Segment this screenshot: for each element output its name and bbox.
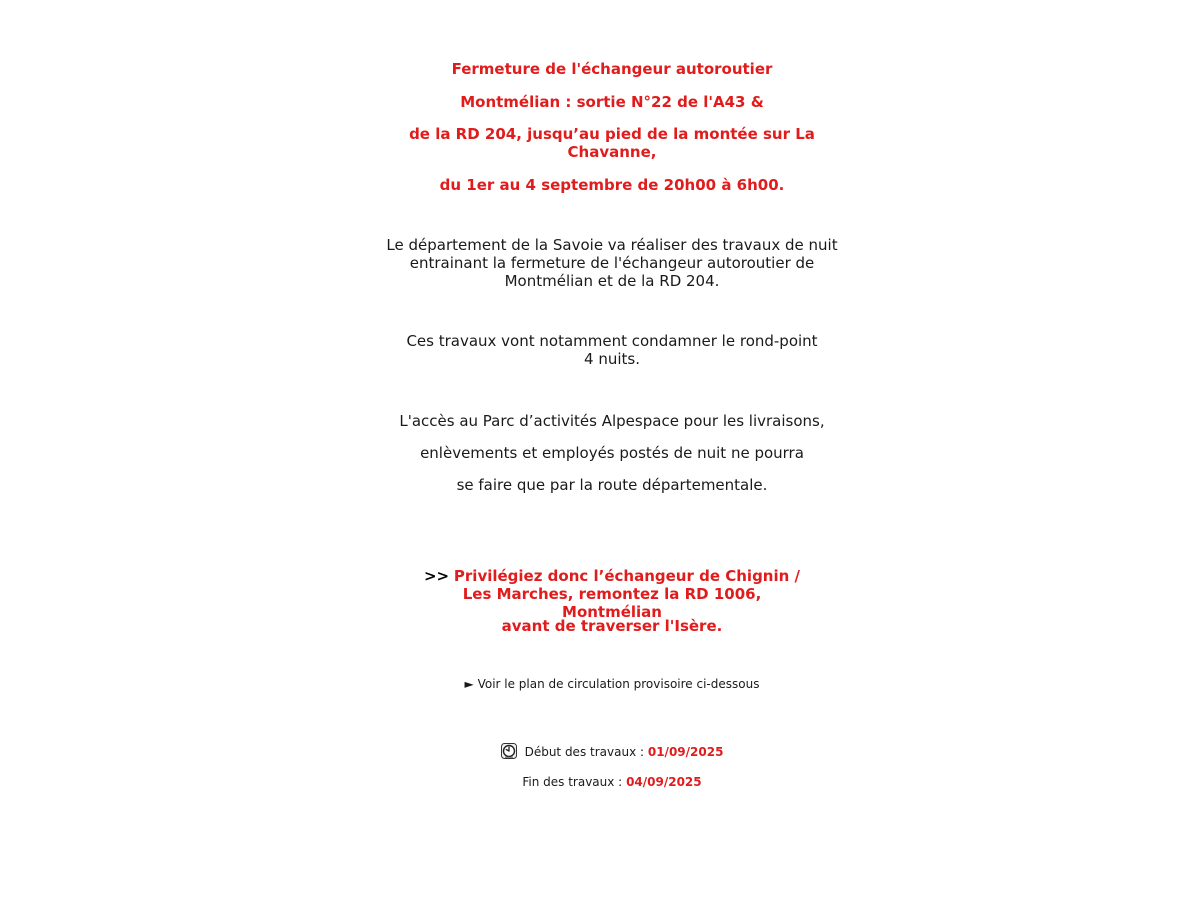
start-date-label: Début des travaux : [524,745,645,759]
notice-title-line-4: du 1er au 4 septembre de 20h00 à 6h00. [439,176,785,194]
access-line-2: enlèvements et employés postés de nuit ne pourra [420,444,804,462]
advice-prefix: >> [423,567,450,585]
advice-paragraph [412,567,812,621]
clock-icon [501,743,517,759]
notice-title-line-1: Fermeture de l'échangeur autoroutier [451,60,773,78]
start-date-value: 01/09/2025 [647,745,724,759]
access-line-1: L'accès au Parc d’activités Alpespace pour les livraisons, [399,412,825,430]
start-date-row [386,743,838,759]
access-line-3: se faire que par la route départementale. [456,476,768,494]
notice-title-line-3: de la RD 204, jusqu’au pied de la montée sur La Chavanne, [409,125,815,161]
advice-text-2: avant de traverser l'Isère. [501,617,723,635]
end-date-row [386,775,838,789]
paragraph-roundabout: Ces travaux vont notamment condamner le rond-point 4 nuits. [406,332,818,368]
paragraph-closure: Le département de la Savoie va réaliser des travaux de nuit entrainant la fermeture de l'échangeur autoroutier de Montmélian et de la RD 204. [386,236,838,290]
end-date-value: 04/09/2025 [626,775,702,789]
advice-text: Privilégiez donc l’échangeur de Chignin / Les Marches, remontez la RD 1006, Montmélian [453,567,801,621]
end-date-label: Fin des travaux : [522,775,623,789]
notice-title-line-2: Montmélian : sortie N°22 de l'A43 & [460,93,764,111]
plan-link[interactable]: ► Voir le plan de circulation provisoire ci-dessous [464,677,760,691]
